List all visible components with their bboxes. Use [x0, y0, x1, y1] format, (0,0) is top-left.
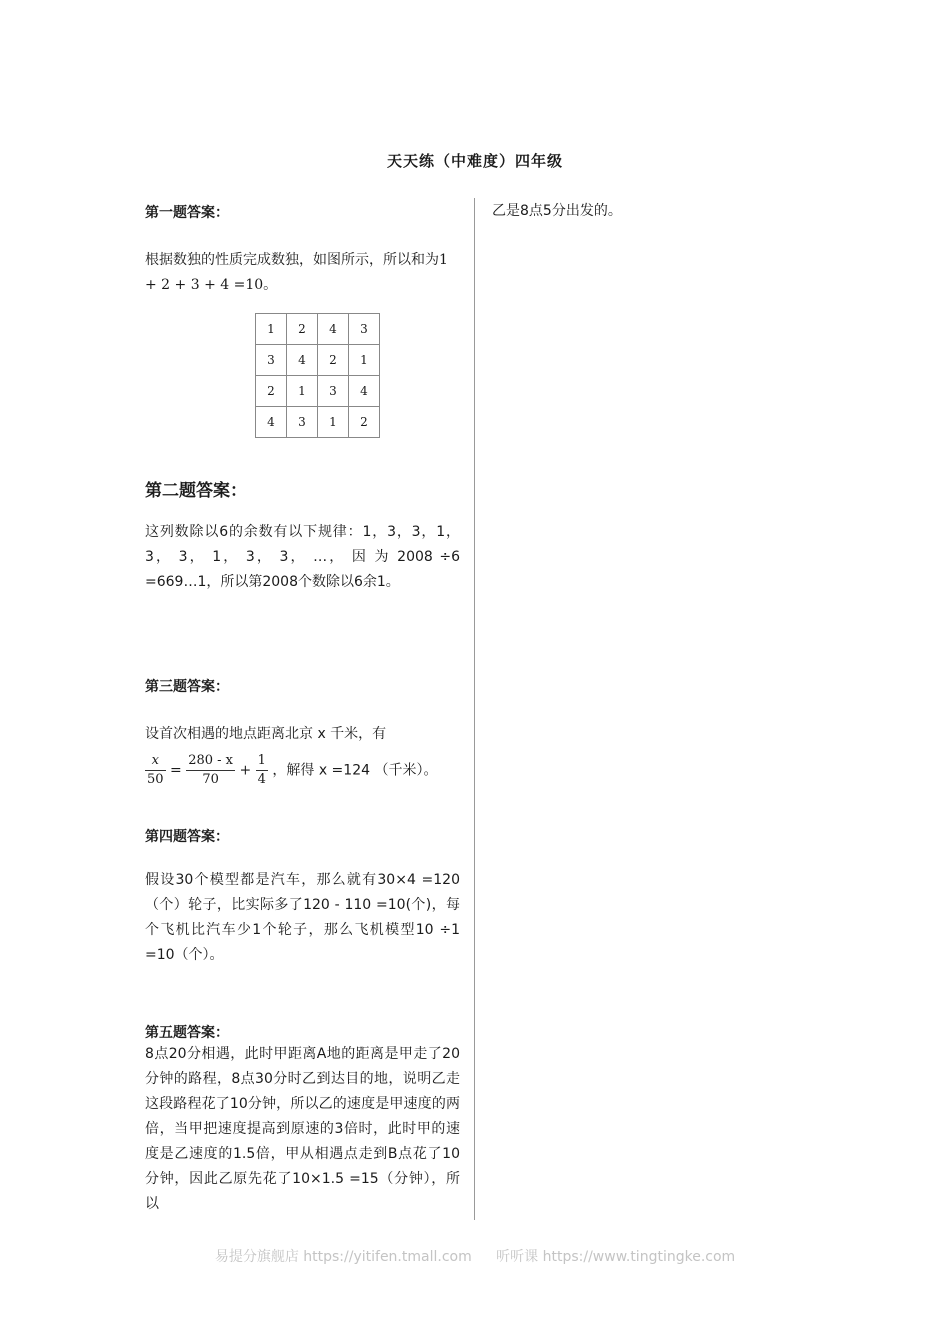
footer	[0, 1246, 950, 1266]
q1-heading: 第一题答案：	[145, 205, 229, 221]
sudoku-cell: 3	[318, 376, 349, 407]
sudoku-row	[256, 314, 380, 345]
fraction: $\frac{280 - x}{70}$	[188, 753, 233, 787]
sudoku-cell: 4	[287, 345, 318, 376]
sudoku-row	[256, 407, 380, 438]
sudoku-cell: 4	[318, 314, 349, 345]
sudoku-cell: 1	[349, 345, 380, 376]
q5-text: 8点20分相遇，此时甲距离A地的距离是甲走了20分钟的路程，8点30分时乙到达目的地，说明乙走这段路程花了10分钟，所以乙的速度是甲速度的两倍，当甲把速度提高到原速的3倍时，此时甲的速度是乙速度的1.5倍，甲从相遇点走到B点花了10分钟，因此乙原先花了10×1.5 =15（分钟），所以	[145, 1046, 460, 1212]
sudoku-row	[256, 376, 380, 407]
sudoku-cell: 1	[287, 376, 318, 407]
q3-line1: 设首次相遇的地点距离北京 x 千米，有	[145, 726, 387, 742]
sudoku-cell: 2	[287, 314, 318, 345]
q4-heading: 第四题答案：	[145, 829, 229, 845]
fraction: $\frac{x}{50}$	[147, 753, 164, 787]
sudoku-cell: 2	[349, 407, 380, 438]
footer-shop-link[interactable]: 易提分旗舰店 https://yitifen.tmall.com	[214, 1249, 472, 1265]
sudoku-cell: 1	[256, 314, 287, 345]
page-title: 天天练（中难度）四年级	[386, 152, 563, 170]
sudoku-grid	[255, 313, 380, 438]
q2-text: 这列数除以6的余数有以下规律：1，3，3，1， 3， 3， 1， 3， 3， …， 因 为 2008 ÷6 =669…1，所以第2008个数除以6余1。	[145, 524, 460, 590]
column-divider	[474, 198, 475, 1220]
q3-result: ，解得 x =124 （千米）。	[272, 762, 438, 779]
q5-continued: 乙是8点5分出发的。	[492, 203, 622, 219]
sudoku-cell: 1	[318, 407, 349, 438]
sudoku-cell: 3	[287, 407, 318, 438]
sudoku-cell: 2	[318, 345, 349, 376]
fraction: $\frac{1}{4}$	[257, 753, 266, 787]
q2-heading: 第二题答案：	[145, 481, 247, 501]
q1-sum: 1 + 2 + 3 + 4 =10	[145, 252, 448, 293]
sudoku-cell: 3	[256, 345, 287, 376]
sudoku-cell: 4	[256, 407, 287, 438]
q5-heading: 第五题答案：	[145, 1025, 229, 1041]
right-column	[492, 200, 812, 220]
sudoku-cell: 3	[349, 314, 380, 345]
q4-text: 假设30个模型都是汽车，那么就有30×4 =120（个）轮子，比实际多了120 - 110 =10(个)，每个飞机比汽车少1个轮子，那么飞机模型10 ÷1 =10（个）。	[145, 872, 460, 963]
sudoku-cell: 4	[349, 376, 380, 407]
q3-equation: $\frac{x}{50}$ = $\frac{280 - x}{70}$ + $\frac{1}{4}$ ，解得 x =124 （千米）。	[147, 753, 438, 787]
sudoku-cell: 2	[256, 376, 287, 407]
footer-site-link[interactable]: 听听课 https://www.tingtingke.com	[496, 1249, 736, 1265]
sudoku-row	[256, 345, 380, 376]
q1-text: 根据数独的性质完成数独，如图所示，所以和为1 + 2 + 3 + 4 =10。	[145, 252, 448, 293]
q3-heading: 第三题答案：	[145, 679, 229, 695]
